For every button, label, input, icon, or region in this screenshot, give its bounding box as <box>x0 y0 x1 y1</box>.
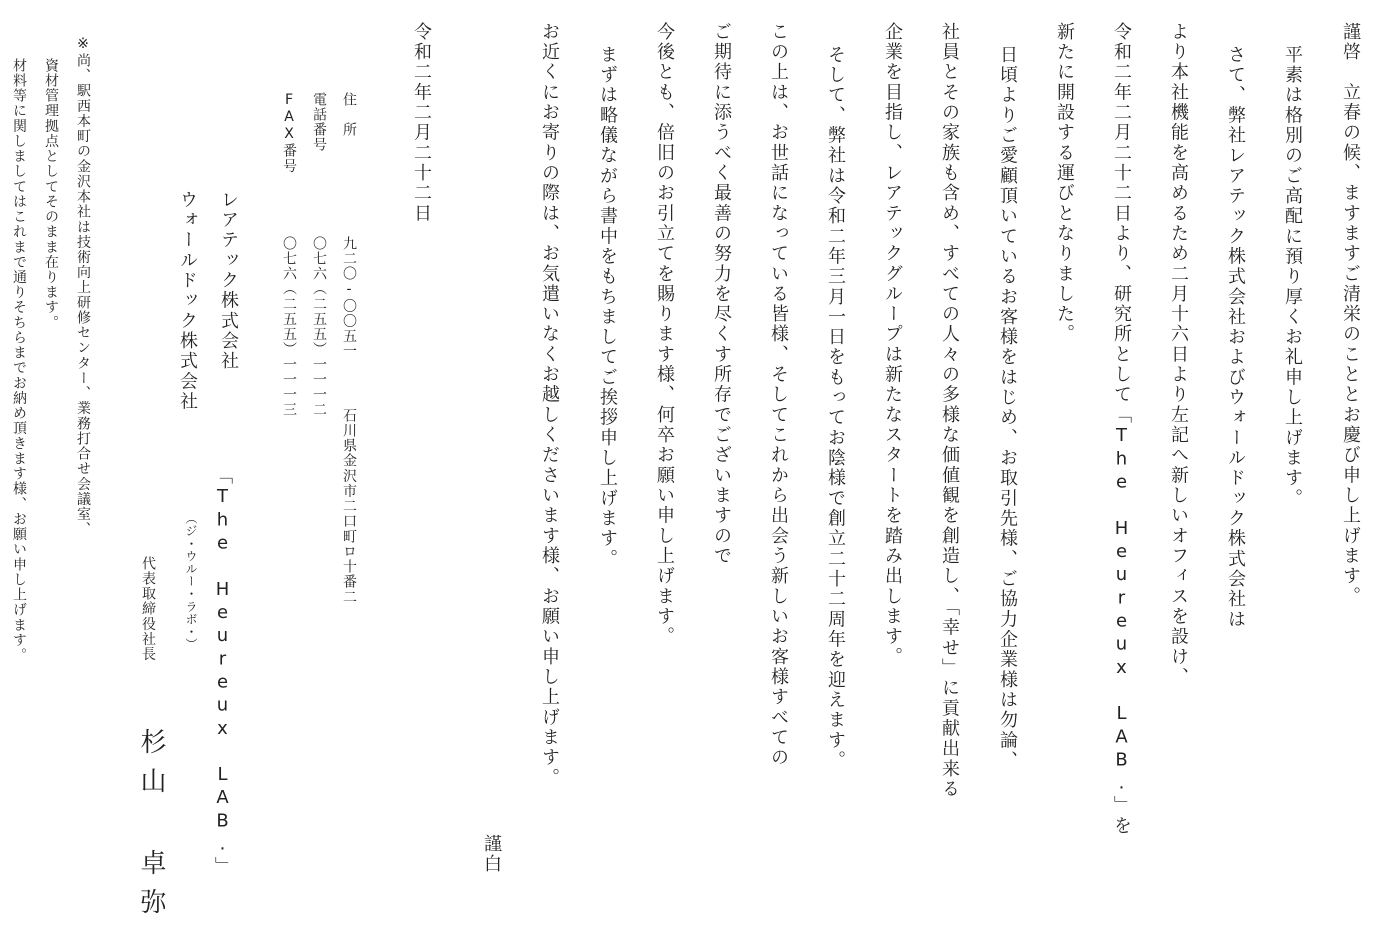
body-line: まずは略儀ながら書中をもちましてご挨拶申し上げます。 <box>597 45 618 570</box>
fax-number: 〇七六（二五五）一一一三 <box>281 236 297 418</box>
address-value: 石川県金沢市二口町ロ十番二 <box>341 408 357 605</box>
company-name-retech: レアテック株式会社 <box>218 190 239 372</box>
body-line: 令和二年二月二十二日より、研究所として「The Heureux LAB.」を <box>1111 22 1132 837</box>
ceo-name: 杉山 卓弥 <box>136 728 166 927</box>
body-line: お近くにお寄りの際は、お気遣いなくお越しくださいます様、お願い申し上げます。 <box>539 22 560 789</box>
fax-label: FAX番号 <box>281 92 297 174</box>
note-line: 材料等に関しましてはこれまで通りそちらまでお納め頂きます様、お願い申し上げます。 <box>11 58 27 663</box>
body-line: さて、弊社レアテック株式会社およびウォールドック株式会社は <box>1225 45 1246 630</box>
letter-date: 令和二年二月二十二日 <box>411 22 432 224</box>
phone-number: 〇七六（二五五）一一一二 <box>311 236 327 418</box>
lab-name: 「The Heureux LAB.」 <box>212 466 233 877</box>
body-line: そして、弊社は令和二年三月一日をもってお陰様で創立二十二周年を迎えます。 <box>825 45 846 771</box>
body-line: 社員とその家族も含め、すべての人々の多様な価値観を創造し、「幸せ」に貢献出来る <box>939 22 960 800</box>
body-line: 日頃よりご愛顧頂いているお客様をはじめ、お取引先様、ご協力企業様は勿論、 <box>997 45 1018 771</box>
lab-name-reading: （ジ・ウルー・ラボ・） <box>184 512 198 651</box>
body-line: より本社機能を高めるため二月十六日より左記へ新しいオフィスを設け、 <box>1168 22 1189 688</box>
body-line: この上は、お世話になっている皆様、そしてこれから出会う新しいお客様すべての <box>768 22 789 768</box>
body-line: 今後とも、倍旧のお引立てを賜ります様、何卒お願い申し上げます。 <box>654 22 675 647</box>
address-zip: 九二〇-〇〇五一 <box>341 236 357 359</box>
greeting-line: 謹啓 立春の候、ますますご清栄のこととお慶び申し上げます。 <box>1340 22 1361 607</box>
body-line: 平素は格別のご高配に預り厚くお礼申し上げます。 <box>1282 45 1303 509</box>
closing-word: 謹白 <box>481 834 502 875</box>
address-label: 住 所 <box>341 92 357 138</box>
note-line: ※尚、駅西本町の金沢本社は技術向上研修センター、業務打合せ会議室、 <box>75 36 91 537</box>
body-line: ご期待に添うべく最善の努力を尽くす所存でございますので <box>711 22 732 567</box>
body-line: 企業を目指し、レアテックグループは新たなスタートを踏み出します。 <box>882 22 903 668</box>
ceo-title: 代表取締役社長 <box>140 556 156 662</box>
note-line: 資材管理拠点としてそのまま在ります。 <box>43 58 59 331</box>
phone-label: 電話番号 <box>311 92 327 153</box>
company-name-walldock: ウォールドック株式会社 <box>177 190 198 412</box>
body-line: 新たに開設する運びとなりました。 <box>1054 22 1075 345</box>
